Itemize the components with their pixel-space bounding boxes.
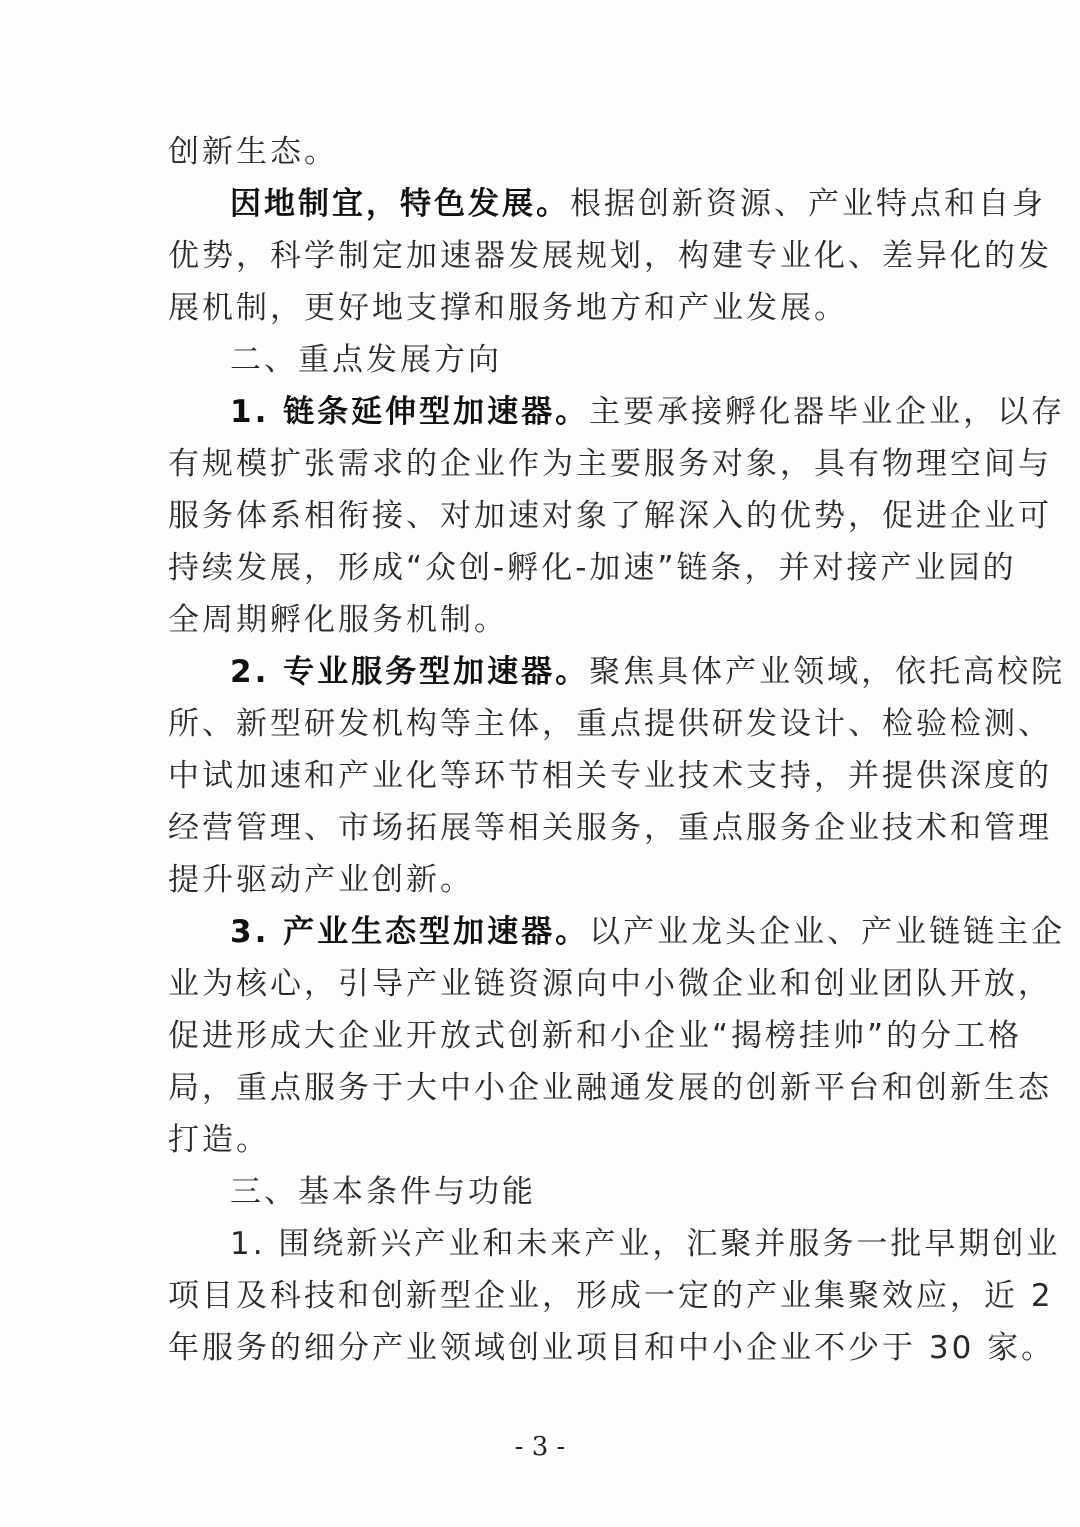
paragraph-line: 全周期孵化服务机制。 [168, 602, 508, 638]
section-heading: 三、基本条件与功能 [230, 1174, 536, 1210]
paragraph-line: 创新生态。 [168, 134, 338, 170]
paragraph-lead: 2. 专业服务型加速器。 [230, 654, 590, 690]
paragraph-lead: 3. 产业生态型加速器。 [230, 914, 590, 950]
paragraph-line: 3. 产业生态型加速器。以产业龙头企业、产业链链主企 [230, 914, 1066, 950]
paragraph-line: 中试加速和产业化等环节相关专业技术支持，并提供深度的 [168, 758, 1052, 794]
paragraph-line: 1. 围绕新兴产业和未来产业，汇聚并服务一批早期创业 [230, 1226, 1061, 1262]
paragraph-line: 打造。 [168, 1122, 270, 1158]
paragraph-line: 所、新型研发机构等主体，重点提供研发设计、检验检测、 [168, 706, 1052, 742]
paragraph-line: 经营管理、市场拓展等相关服务，重点服务企业技术和管理 [168, 810, 1052, 846]
paragraph-line: 年服务的细分产业领域创业项目和中小企业不少于 30 家。 [168, 1330, 1056, 1366]
paragraph-line: 因地制宜，特色发展。根据创新资源、产业特点和自身 [230, 186, 1046, 222]
section-heading: 二、重点发展方向 [230, 342, 502, 378]
paragraph-line: 展机制，更好地支撑和服务地方和产业发展。 [168, 290, 848, 326]
paragraph-line: 优势，科学制定加速器发展规划，构建专业化、差异化的发 [168, 238, 1052, 274]
paragraph-line: 2. 专业服务型加速器。聚焦具体产业领域，依托高校院 [230, 654, 1066, 690]
paragraph-lead: 1. 链条延伸型加速器。 [230, 394, 590, 430]
paragraph-line: 1. 链条延伸型加速器。主要承接孵化器毕业企业，以存 [230, 394, 1066, 430]
page-number: - 3 - [514, 1432, 566, 1462]
paragraph-line: 促进形成大企业开放式创新和小企业“揭榜挂帅”的分工格 [168, 1018, 1023, 1054]
paragraph-line: 项目及科技和创新型企业，形成一定的产业集聚效应，近 2 [168, 1278, 1054, 1314]
paragraph-lead: 因地制宜，特色发展。 [230, 186, 570, 222]
paragraph-line: 局，重点服务于大中小企业融通发展的创新平台和创新生态 [168, 1070, 1052, 1106]
paragraph-line: 有规模扩张需求的企业作为主要服务对象，具有物理空间与 [168, 446, 1052, 482]
paragraph-line: 持续发展，形成“众创-孵化-加速”链条，并对接产业园的 [168, 550, 1017, 586]
paragraph-line: 服务体系相衔接、对加速对象了解深入的优势，促进企业可 [168, 498, 1052, 534]
document-body [168, 126, 1066, 1374]
paragraph-line: 提升驱动产业创新。 [168, 862, 474, 898]
paragraph-line: 业为核心，引导产业链资源向中小微企业和创业团队开放， [168, 966, 1052, 1002]
